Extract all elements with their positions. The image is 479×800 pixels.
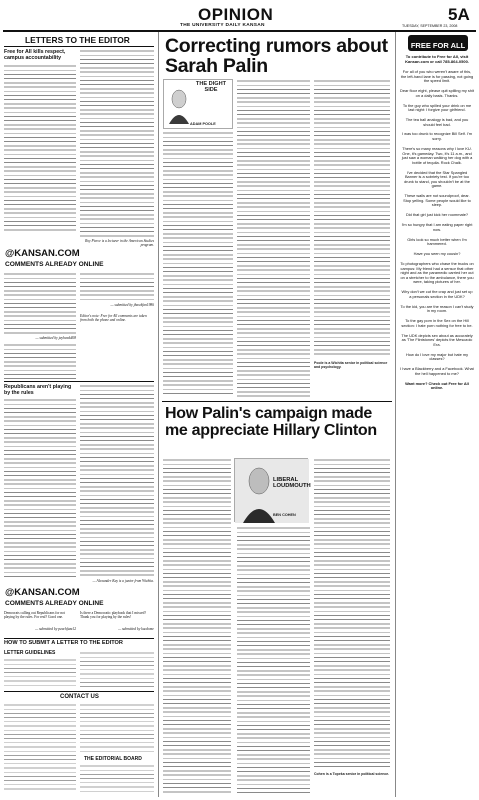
masthead-rule (3, 30, 476, 32)
clinton-headline: How Palin's campaign made me appreciate Hillary Clinton (165, 405, 377, 440)
letter2-body-col2 (80, 384, 154, 577)
clinton-col3 (314, 458, 390, 768)
kansan-logo-2[interactable]: @KANSAN.COM (5, 587, 80, 598)
ffa-item: Why don't we cut the crap and just set up a personals section in the UDK? (401, 289, 473, 299)
ffa-item: For all of you who weren't aware of this, the left-hand lane is for passing, not going the speed limit. (400, 69, 474, 84)
ffa-item: To the gay porn in the Sex on the Hill section: I hate porn nothing for free to be. (401, 318, 473, 328)
clinton-bio: Cohen is a Topeka senior in political science. (314, 772, 390, 776)
letter-author: Roy Pierce is a lecturer in the American Studies program. (85, 239, 154, 248)
comment-3-author: — submitted by kucdome (117, 627, 154, 631)
palin-col1 (163, 131, 233, 397)
columnist-photo (166, 86, 192, 124)
letter2-headline: Republicans aren't playing by the rules (4, 384, 72, 397)
letter-body-col1 (4, 64, 76, 232)
columnist-box-2 (234, 458, 311, 522)
ffa-item: These walls are not soundproof, dear. Stop yelling. Some people would like to sleep. (403, 193, 471, 208)
comment-author-1: — submitted by jayhawk408 (35, 336, 76, 340)
letter2-body-col1 (4, 398, 76, 578)
guidelines-col1 (4, 658, 76, 688)
guidelines-col2 (80, 651, 154, 688)
ffa-item: I was too drunk to recognize Bill Self. I'm sorry. (402, 131, 472, 142)
letter-body-col2 (80, 49, 154, 237)
submit-header: HOW TO SUBMIT A LETTER TO THE EDITOR (4, 640, 123, 646)
board-text (80, 764, 154, 793)
column-label: THE DIGHT SIDE (195, 81, 227, 93)
comments-col1 (4, 272, 76, 334)
letters-header: LETTERS TO THE EDITOR (25, 35, 130, 45)
palin-bio: Poole is a Wichita senior in political science and psychology. (314, 361, 388, 370)
comment-author-2: — submitted by jhawkfan1986 (110, 303, 154, 307)
letter-headline: Free for All kills respect, campus accountability (4, 49, 66, 62)
column-divider-left (158, 32, 159, 797)
columnist-photo-box (163, 79, 233, 129)
comment-2: Democrats calling out Republicans for not playing by the rules. For real? Good one. (4, 611, 65, 620)
ffa-item: I've decided that the Star Spangled Banner is a sobriety test. If you're too drunk to stand, you shouldn't be at the game. (404, 169, 470, 189)
palin-headline: Correcting rumors about Sarah Palin (165, 35, 388, 77)
ffa-item: Did that girl just kick her roommate? (405, 212, 469, 218)
editors-note: Editor's note: Free for All comments are taken from both the phone and online. (80, 314, 147, 323)
contact-col1 (4, 703, 76, 793)
ffa-item: There's so many reasons why I love KU. One, it's gameday. Two, it's 11 a.m., and just saw a woman walking her dog with a bottle of tequila. Rock Chalk. (401, 145, 473, 165)
comments-col2 (80, 272, 154, 302)
column-label-2: LIBERAL LOUDMOUTH (273, 477, 311, 489)
page-number: 5A (448, 5, 470, 24)
ffa-item: I'm so hungry that I am eating paper right now. (401, 222, 473, 232)
comments-header-2: COMMENTS ALREADY ONLINE (5, 600, 104, 607)
comments-header: COMMENTS ALREADY ONLINE (5, 261, 104, 268)
ffa-intro: To contribute to Free for All, visit Kansan.com or call 785-864-0500. (405, 54, 469, 64)
columnist-name-2: BEN COHEN (273, 513, 296, 517)
ffa-item: To the kid, you are the reason I can't study in my room. (400, 303, 474, 314)
section-title: OPINION (198, 5, 274, 24)
ffa-list (400, 70, 474, 396)
ffa-item: To photographers who chase the trucks on campus: My friend had a sensor that other night and as the paramedic carried her out on a stretcher to the ambulance, there you were, taking pictures of her. (400, 261, 474, 285)
ffa-item: How do I love my major but hate my classes? (405, 351, 469, 362)
issue-date: TUESDAY, SEPTEMBER 23, 2008 (402, 24, 458, 28)
clinton-col2 (237, 526, 310, 794)
clinton-col1 (163, 458, 231, 794)
editorial-board-header: THE EDITORIAL BOARD (84, 756, 142, 762)
columnist-photo-2 (235, 459, 309, 523)
guidelines-header: LETTER GUIDELINES (4, 650, 56, 656)
ffa-item: The UDK depicts sex about as accurately as 'The Flintstones' depicts the Mesozoic Era. (401, 332, 473, 347)
ffa-item: Have you seen my cousin? (413, 251, 461, 257)
paper-name: THE UNIVERSITY DAILY KANSAN (180, 23, 265, 28)
comments-col1b (4, 343, 76, 379)
ffa-item: I have a Blackberry and a Facebook. What the hell happened to me? (400, 366, 474, 376)
ffa-item: Want more? Check out Free for All online. (405, 380, 469, 391)
column-divider-right (395, 32, 396, 797)
kansan-logo[interactable]: @KANSAN.COM (5, 248, 80, 259)
contact-header: CONTACT US (60, 694, 99, 700)
ffa-item: Dear floor eight, please quit spilling my shit on a daily basis. Thanks. (400, 88, 474, 98)
ffa-item: Girls look so much better when I'm hammered. (407, 236, 467, 247)
comment-2-author: — submitted by peachfuzz12 (34, 627, 76, 631)
ffa-item: To the guy who spilled your drink on me last night: I forgive your girlfriend. (402, 102, 472, 113)
contact-col2 (80, 703, 154, 753)
letter2-author: — Alexander Kay is a junior from Wichita. (92, 579, 154, 583)
ffa-item: The tea ball analogy is bad, and you should feel bad. (405, 117, 469, 127)
columnist-name: ADAM POOLE (190, 122, 216, 126)
palin-col3 (314, 79, 390, 357)
palin-col2 (237, 79, 310, 397)
comment-3: Is there a Democratic playbook that I missed? Thank you for playing by the rules! (80, 611, 146, 620)
free-for-all-logo: FREE FOR ALL (408, 35, 468, 51)
